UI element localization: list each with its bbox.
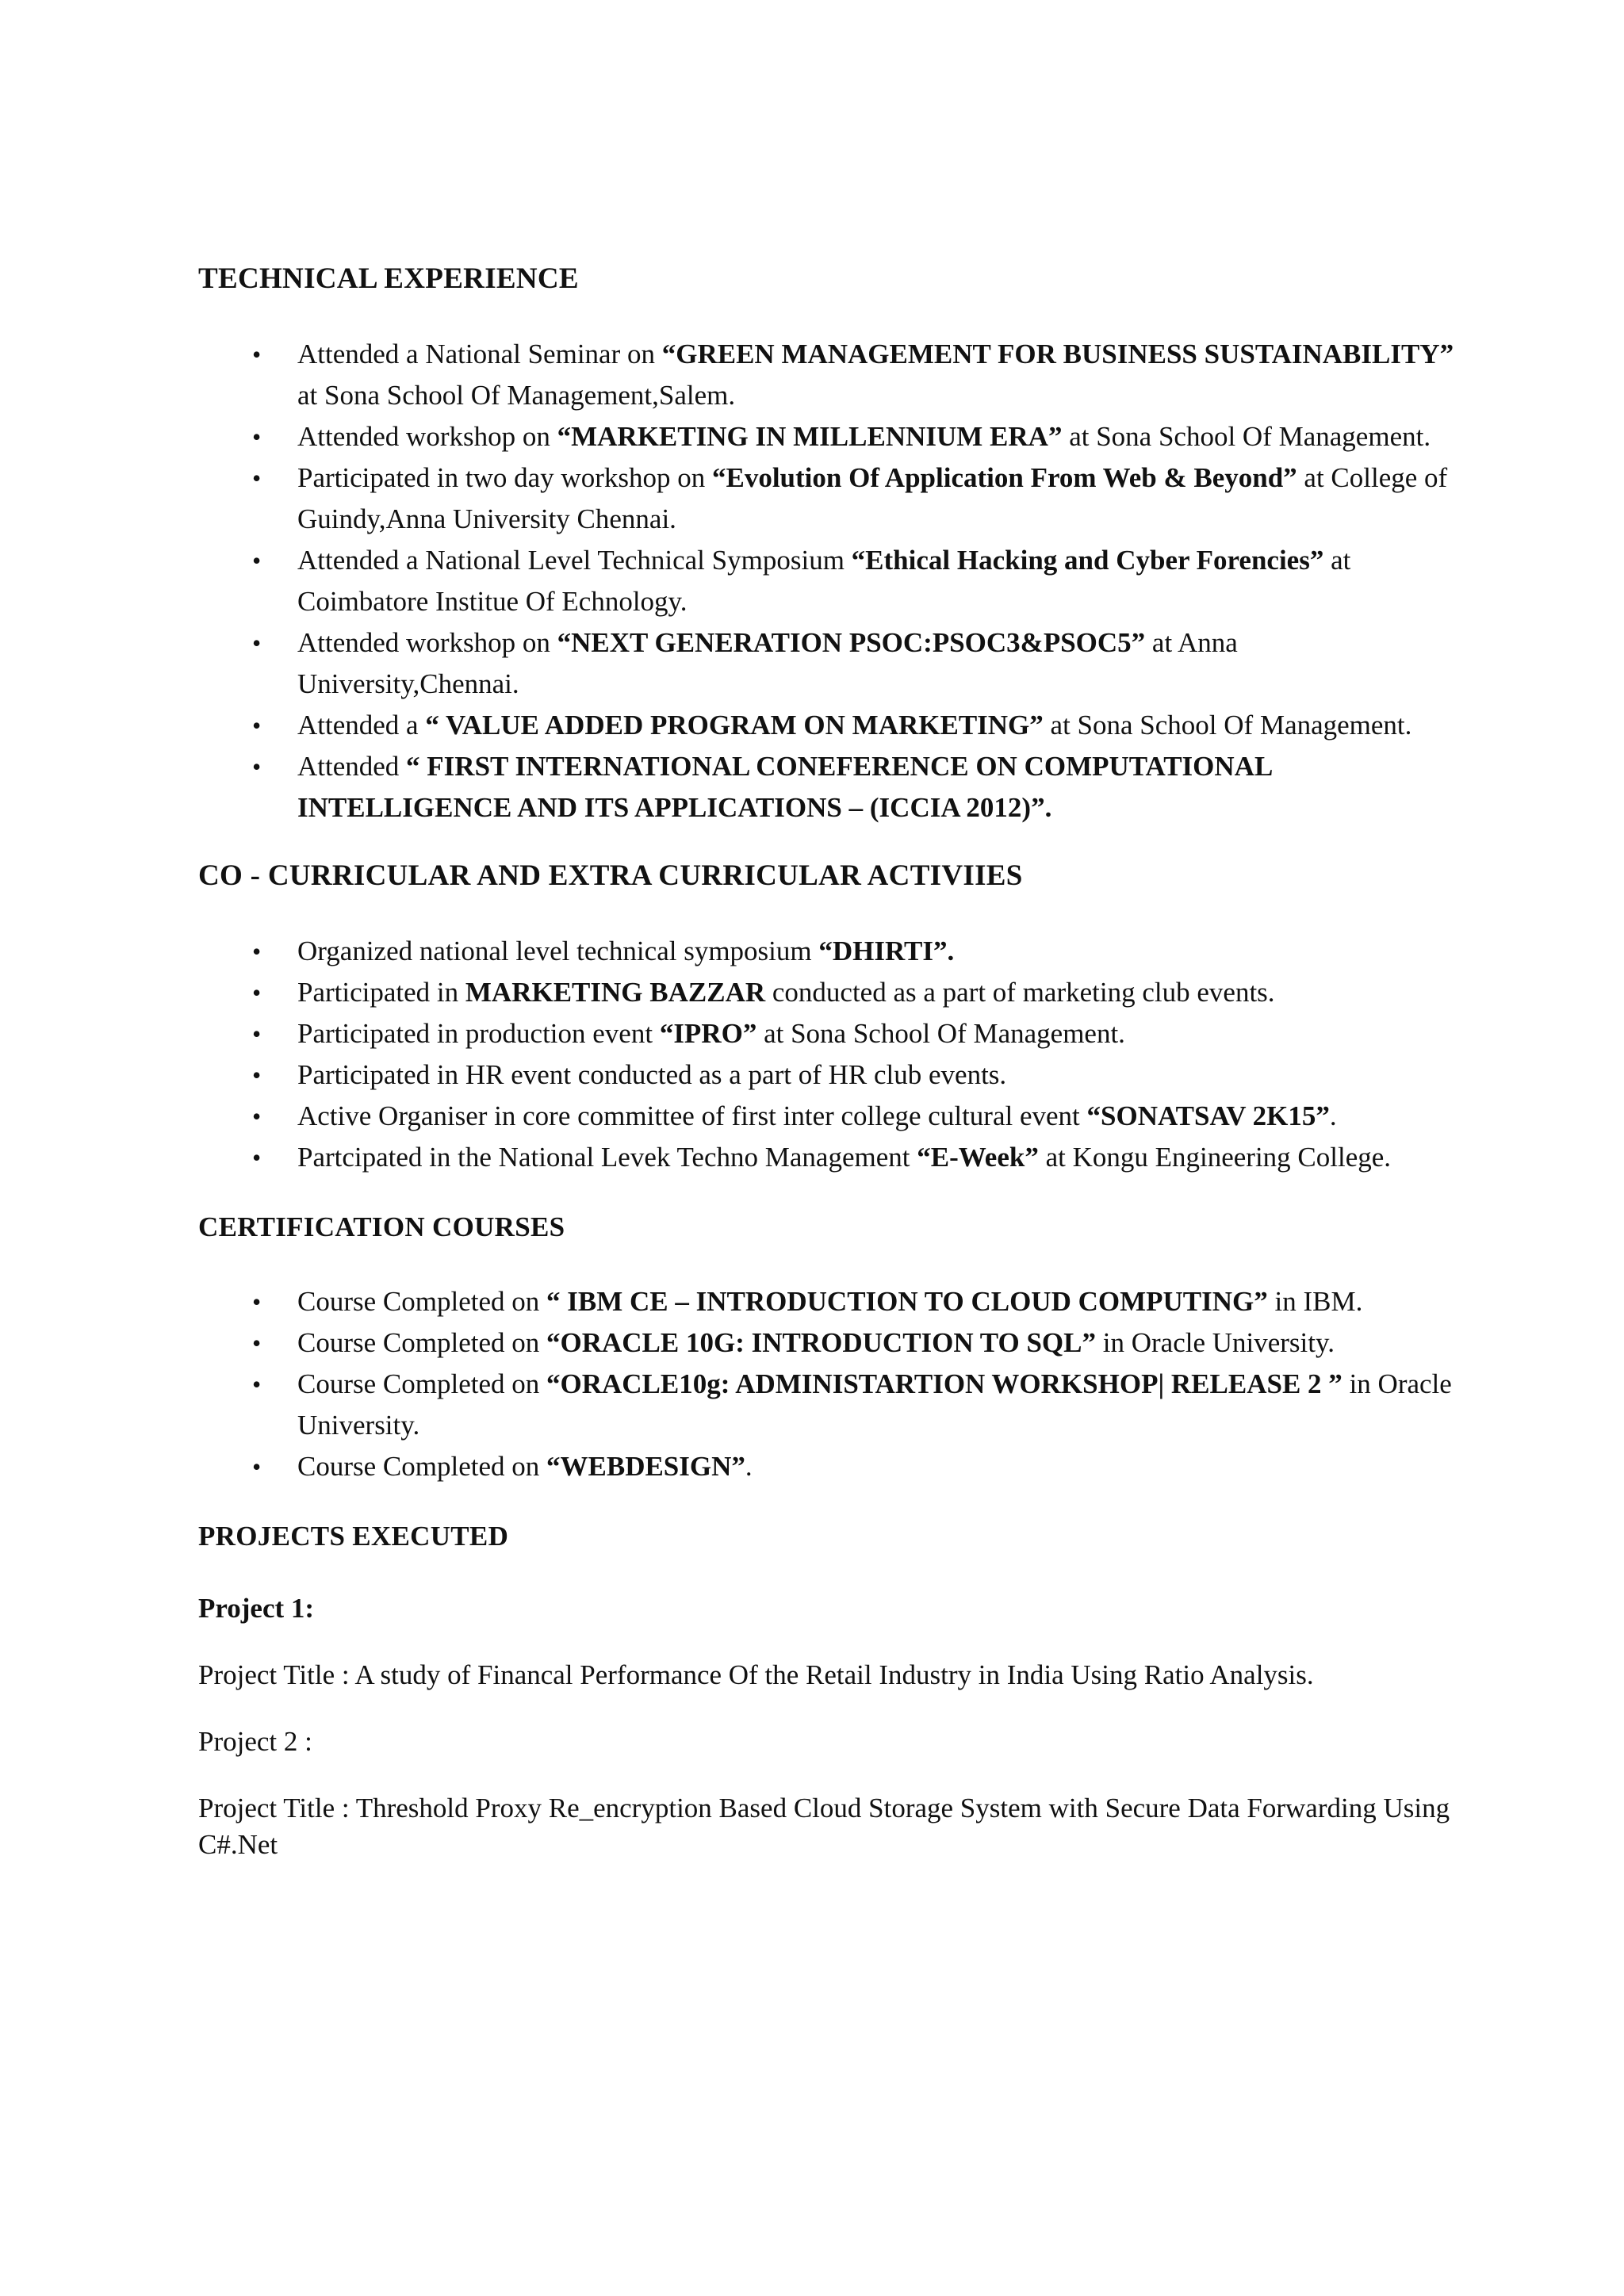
list-item: • Partcipated in the National Levek Techno Management “E-Week” at Kongu Engineering College.	[198, 1137, 1459, 1178]
list-item: • Attended workshop on “MARKETING IN MILLENNIUM ERA” at Sona School Of Management.	[198, 416, 1459, 457]
list-item: • Participated in two day workshop on “Evolution Of Application From Web & Beyond” at College of Guindy,Anna University Chennai.	[198, 457, 1459, 540]
list-item: • Course Completed on “WEBDESIGN”.	[198, 1446, 1459, 1487]
list-item: • Attended “ FIRST INTERNATIONAL CONEFERENCE ON COMPUTATIONAL INTELLIGENCE AND ITS APPLICATIONS – (ICCIA 2012)”.	[198, 746, 1459, 828]
resume-page	[198, 262, 1459, 1863]
project-1-label: Project 1:	[198, 1593, 315, 1624]
technical-experience-heading: TECHNICAL EXPERIENCE	[198, 262, 579, 295]
projects-heading: PROJECTS EXECUTED	[198, 1521, 509, 1552]
list-item: • Attended a National Level Technical Symposium “Ethical Hacking and Cyber Forencies” at Coimbatore Institue Of Echnology.	[198, 540, 1459, 622]
list-item: • Attended workshop on “NEXT GENERATION PSOC:PSOC3&PSOC5” at Anna University,Chennai.	[198, 622, 1459, 705]
co-curricular-heading: CO - CURRICULAR AND EXTRA CURRICULAR ACTIVIIES	[198, 859, 1023, 892]
list-item: • Participated in HR event conducted as a part of HR club events.	[198, 1054, 1459, 1096]
technical-experience-list	[198, 334, 1459, 828]
list-item: • Course Completed on “ORACLE10g: ADMINISTARTION WORKSHOP| RELEASE 2 ” in Oracle University.	[198, 1364, 1459, 1446]
list-item: • Course Completed on “ORACLE 10G: INTRODUCTION TO SQL” in Oracle University.	[198, 1322, 1459, 1364]
project-1-title: Project Title : A study of Financal Performance Of the Retail Industry in India Using Ratio Analysis.	[198, 1659, 1314, 1690]
list-item: • Course Completed on “ IBM CE – INTRODUCTION TO CLOUD COMPUTING” in IBM.	[198, 1281, 1459, 1322]
list-item: • Participated in MARKETING BAZZAR conducted as a part of marketing club events.	[198, 972, 1459, 1013]
project-2-title: Project Title : Threshold Proxy Re_encryption Based Cloud Storage System with Secure Data Forwarding Using C#.Net	[198, 1793, 1450, 1860]
list-item: • Attended a “ VALUE ADDED PROGRAM ON MARKETING” at Sona School Of Management.	[198, 705, 1459, 746]
list-item: • Attended a National Seminar on “GREEN MANAGEMENT FOR BUSINESS SUSTAINABILITY” at Sona School Of Management,Salem.	[198, 334, 1459, 416]
project-2-label: Project 2 :	[198, 1726, 312, 1757]
certification-list	[198, 1281, 1459, 1487]
list-item: • Active Organiser in core committee of first inter college cultural event “SONATSAV 2K15”.	[198, 1096, 1459, 1137]
certification-heading: CERTIFICATION COURSES	[198, 1211, 565, 1242]
list-item: • Organized national level technical symposium “DHIRTI”.	[198, 931, 1459, 972]
co-curricular-list	[198, 931, 1459, 1178]
list-item: • Participated in production event “IPRO” at Sona School Of Management.	[198, 1013, 1459, 1054]
